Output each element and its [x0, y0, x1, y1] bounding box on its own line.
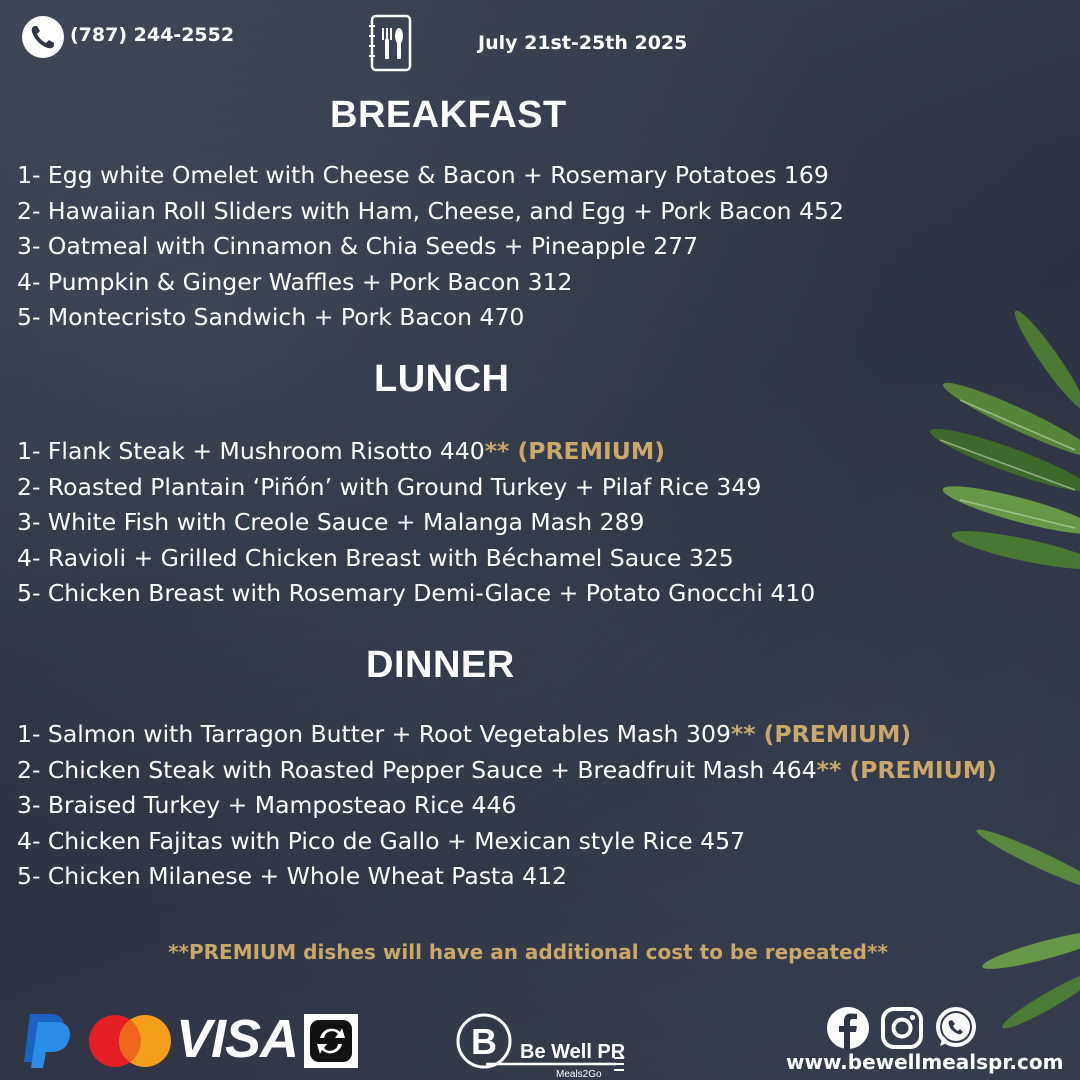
item-text: 3- White Fish with Creole Sauce + Malanga Mash 289: [17, 508, 645, 536]
item-text: 4- Ravioli + Grilled Chicken Breast with Béchamel Sauce 325: [17, 543, 734, 572]
brand-sub: Meals2Go: [556, 1069, 602, 1078]
item-text: 2- Chicken Steak with Roasted Pepper Sauce + Breadfruit Mash 464: [17, 755, 817, 784]
item-text: 3- Oatmeal with Cinnamon & Chia Seeds + Pineapple 277: [17, 232, 699, 260]
list-item: [17, 470, 815, 506]
breakfast-heading: BREAKFAST: [330, 94, 567, 136]
list-item: [17, 158, 844, 194]
list-item: [17, 265, 844, 301]
list-item: [17, 229, 844, 265]
item-text: 1- Flank Steak + Mushroom Risotto 440: [17, 437, 485, 465]
list-item: [17, 717, 997, 753]
item-text: 5- Chicken Breast with Rosemary Demi-Glace + Potato Gnocchi 410: [17, 579, 816, 607]
list-item: [17, 788, 997, 824]
list-item: [17, 505, 815, 541]
lunch-list: [17, 434, 815, 612]
list-item: [17, 753, 997, 789]
item-text: 1- Egg white Omelet with Cheese & Bacon + Rosemary Potatoes 169: [17, 161, 829, 189]
paypal-icon: [16, 1010, 76, 1070]
website-link[interactable]: www.bewellmealspr.com: [786, 1050, 1064, 1074]
brand-name: Be Well PR: [520, 1041, 626, 1063]
phone-number[interactable]: (787) 244-2552: [70, 24, 235, 46]
premium-tag: ** (PREMIUM): [816, 755, 997, 784]
lunch-heading: LUNCH: [374, 358, 510, 400]
item-text: 1- Salmon with Tarragon Butter + Root Vegetables Mash 309: [17, 720, 731, 748]
dinner-heading: DINNER: [366, 644, 515, 686]
item-text: 2- Roasted Plantain ‘Piñón’ with Ground Turkey + Pilaf Rice 349: [17, 472, 762, 501]
bewell-logo: [456, 1008, 636, 1078]
list-item: [17, 194, 844, 230]
list-item: [17, 434, 815, 470]
brand-initial: B: [471, 1021, 497, 1062]
phone-icon[interactable]: [22, 16, 64, 58]
list-item: [17, 859, 997, 895]
facebook-icon[interactable]: [826, 1006, 870, 1050]
premium-note: **PREMIUM dishes will have an additional cost to be repeated**: [168, 940, 888, 964]
dinner-list: [17, 717, 997, 895]
list-item: [17, 541, 815, 577]
list-item: [17, 576, 815, 612]
instagram-icon[interactable]: [880, 1006, 924, 1050]
mastercard-icon: [88, 1014, 172, 1068]
breakfast-list: [17, 158, 844, 336]
item-text: 4- Chicken Fajitas with Pico de Gallo + Mexican style Rice 457: [17, 826, 746, 855]
visa-logo: VISA: [176, 1009, 299, 1069]
item-text: 2- Hawaiian Roll Sliders with Ham, Cheese, and Egg + Pork Bacon 452: [17, 196, 844, 225]
menu-book-icon: [368, 14, 414, 72]
ath-movil-icon: [304, 1014, 358, 1068]
item-text: 4- Pumpkin & Ginger Waffles + Pork Bacon 312: [17, 267, 573, 296]
list-item: [17, 300, 844, 336]
date-range: July 21st-25th 2025: [478, 32, 688, 54]
premium-tag: ** (PREMIUM): [730, 720, 912, 748]
item-text: 3- Braised Turkey + Mamposteao Rice 446: [17, 791, 517, 819]
item-text: 5- Chicken Milanese + Whole Wheat Pasta 412: [17, 862, 568, 890]
item-text: 5- Montecristo Sandwich + Pork Bacon 470: [17, 303, 525, 331]
premium-tag: ** (PREMIUM): [484, 437, 665, 465]
list-item: [17, 824, 997, 860]
whatsapp-icon[interactable]: [934, 1006, 978, 1050]
